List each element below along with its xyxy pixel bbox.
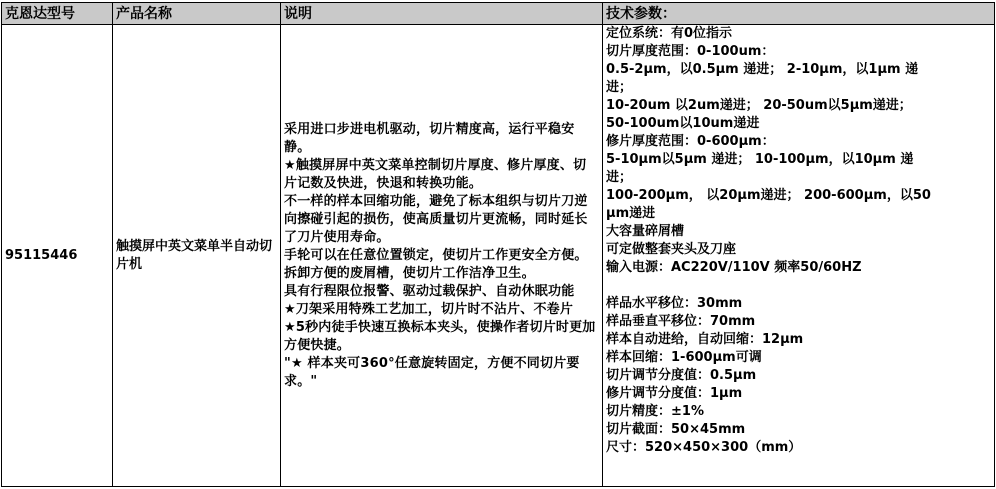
param-line: 切片截面：50×45mm xyxy=(606,422,746,437)
description-line: "★ 样本夹可360°任意旋转固定，方便不同切片要求。" xyxy=(284,355,580,389)
param-line: 5-10μm以5μm 递进； 10-100μm，以10μm 递 xyxy=(606,152,914,167)
header-model: 克恩达型号 xyxy=(2,3,113,25)
param-line: 大容量碎屑槽 xyxy=(606,224,685,239)
param-line: 50-100um以10um递进 xyxy=(606,116,760,131)
description-line: ★触摸屏屏中英文菜单控制切片厚度、修片厚度、切片记数及快进，快退和转换功能。 xyxy=(284,157,587,191)
param-line: 切片调节分度值：0.5μm xyxy=(606,368,757,383)
param-line: 修片调节分度值：1μm xyxy=(606,386,743,401)
param-line: 样本自动进给，自动回缩：12μm xyxy=(606,332,804,347)
header-row xyxy=(2,3,995,25)
description-line: ★刀架采用特殊工艺加工，切片时不沾片、不卷片 xyxy=(284,301,574,317)
description-line: 拆卸方便的废屑槽，使切片工作洁净卫生。 xyxy=(284,265,535,281)
param-line: 样品垂直平移位：70mm xyxy=(606,314,756,329)
product-name-cell: 触摸屏中英文菜单半自动切片机 xyxy=(113,25,281,487)
description-cell xyxy=(281,25,603,487)
param-line: 进； xyxy=(606,170,633,185)
spec-table xyxy=(1,2,995,487)
header-description: 说明 xyxy=(281,3,603,25)
param-line: 定位系统：有0位指示 xyxy=(606,26,733,41)
param-line: 100-200μm， 以20μm递进； 200-600μm，以50 xyxy=(606,188,931,203)
header-tech-params: 技术参数： xyxy=(603,3,995,25)
tech-params-cell xyxy=(603,25,995,487)
model-number-cell: 95115446 xyxy=(2,25,113,487)
param-line: 修片厚度范围：0-600μm： xyxy=(606,134,775,149)
description-line: 采用进口步进电机驱动，切片精度高，运行平稳安静。 xyxy=(284,121,575,155)
param-spacer xyxy=(606,277,991,295)
param-line: 样本回缩：1-600μm可调 xyxy=(606,350,762,365)
description-line: 具有行程限位报警、驱动过载保护、自动休眠功能 xyxy=(284,283,575,299)
description-line: 不一样的样本回缩功能，避免了标本组织与切片刀逆向擦碰引起的损伤，使高质量切片更流畅，同时延长了刀片使用寿命。 xyxy=(284,193,588,245)
header-product-name: 产品名称 xyxy=(113,3,281,25)
param-line: 切片精度：±1% xyxy=(606,404,704,419)
param-line: 切片厚度范围：0-100um： xyxy=(606,44,775,59)
description-line: 手轮可以在任意位置锁定，使切片工作更安全方便。 xyxy=(284,247,588,263)
description-line: ★5秒内徒手快速互换标本夹头，使操作者切片时更加方便快捷。 xyxy=(284,319,596,353)
param-line: 0.5-2μm，以0.5μm 递进； 2-10μm，以1μm 递 xyxy=(606,62,919,77)
param-line: 进； xyxy=(606,80,633,95)
param-line: 输入电源：AC220V/110V 频率50/60HZ xyxy=(606,260,862,275)
param-line: μm递进 xyxy=(606,206,656,221)
param-line: 10-20um 以2um递进； 20-50um以5μm递进； xyxy=(606,98,912,113)
table-row xyxy=(2,25,995,487)
param-line: 样品水平移位：30mm xyxy=(606,296,743,311)
param-line: 尺寸：520×450×300（mm） xyxy=(606,440,802,455)
param-line: 可定做整套夹头及刀座 xyxy=(606,242,737,257)
